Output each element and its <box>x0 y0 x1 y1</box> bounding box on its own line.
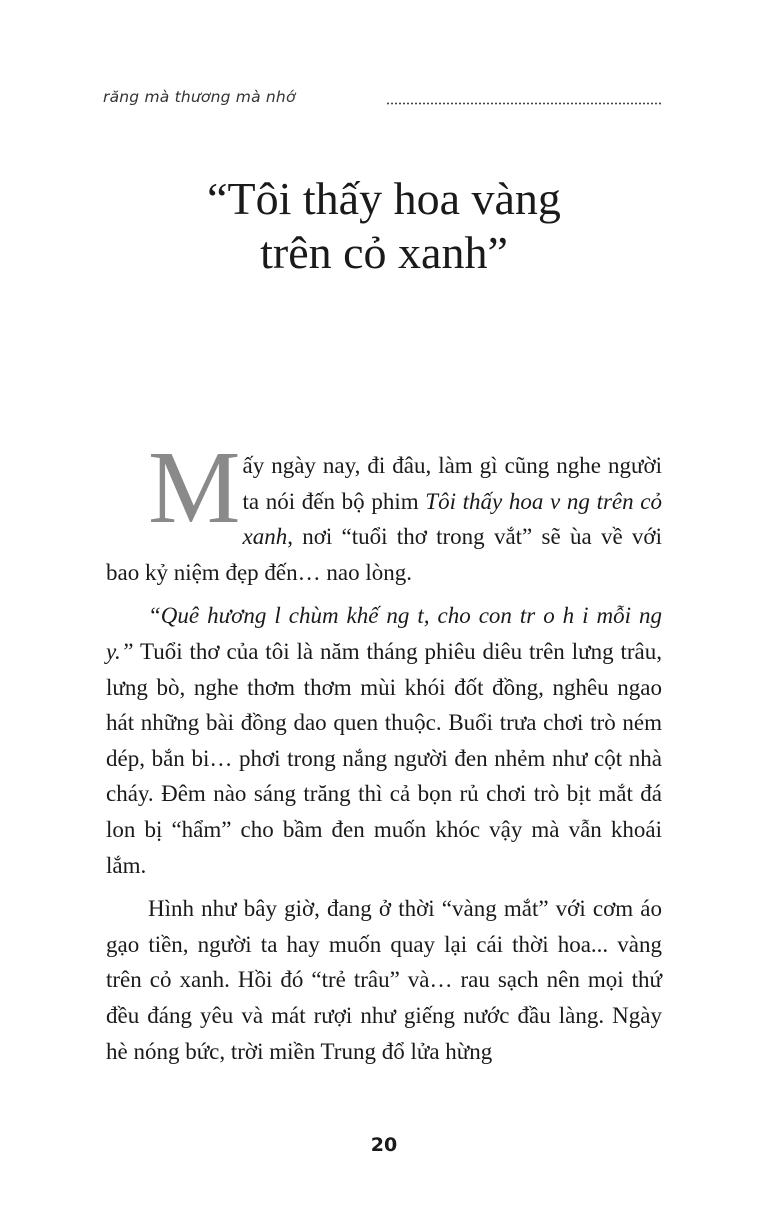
paragraph-2-text: Tuổi thơ của tôi là năm tháng phiêu diêu trên lưng trâu, lưng bò, nghe thơm thơm mùi khói đốt đồng, nghêu ngao hát những bài đồng dao quen thuộc. Buổi trưa chơi trò ném dép, bắn bi… phơi trong nắng người đen nhẻm như cột nhà cháy. Đêm nào sáng trăng thì cả bọn rủ chơi trò bịt mắt đá lon bị “hẩm” cho bầm đen muốn khóc vậy mà vẫn khoái lắm. <box>106 638 662 878</box>
drop-cap: M <box>148 430 241 545</box>
song-quote: “Quê hương l chùm khế ng t, cho con tr o h i mỗi ng y.” <box>106 603 662 664</box>
paragraph-3-text: Hình như bây giờ, đang ở thời “vàng mắt” với cơm áo gạo tiền, người ta hay muốn quay lại cái thời hoa... vàng trên cỏ xanh. Hồi đó “trẻ trâu” và… rau sạch nên mọi thứ đều đáng yêu và mát rượi như giếng nước đầu làng. Ngày hè nóng bức, trời miền Trung đổ lửa hừng <box>106 896 662 1064</box>
running-header <box>103 88 661 112</box>
paragraph-3 <box>106 891 662 1069</box>
body-text <box>106 400 662 1077</box>
paragraph-1 <box>106 430 662 590</box>
chapter-title-line-2: trên cỏ xanh” <box>260 227 508 278</box>
dotted-rule <box>386 102 661 105</box>
chapter-title <box>0 172 768 280</box>
chapter-title-line-1: “Tôi thấy hoa vàng <box>207 173 561 224</box>
running-title: răng mà thương mà nhớ <box>103 88 296 106</box>
page-number: 20 <box>370 1134 398 1156</box>
paragraph-2 <box>106 598 662 883</box>
paragraph-1-text-b: , nơi “tuổi thơ trong vắt” sẽ ùa về với bao kỷ niệm đẹp đến… nao lòng. <box>106 524 662 585</box>
paragraph-1-text-a: ấy ngày nay, đi đâu, làm gì cũng nghe người ta nói đến bộ phim <box>242 453 662 514</box>
film-title: Tôi thấy hoa v ng trên cỏ xanh <box>242 488 662 550</box>
